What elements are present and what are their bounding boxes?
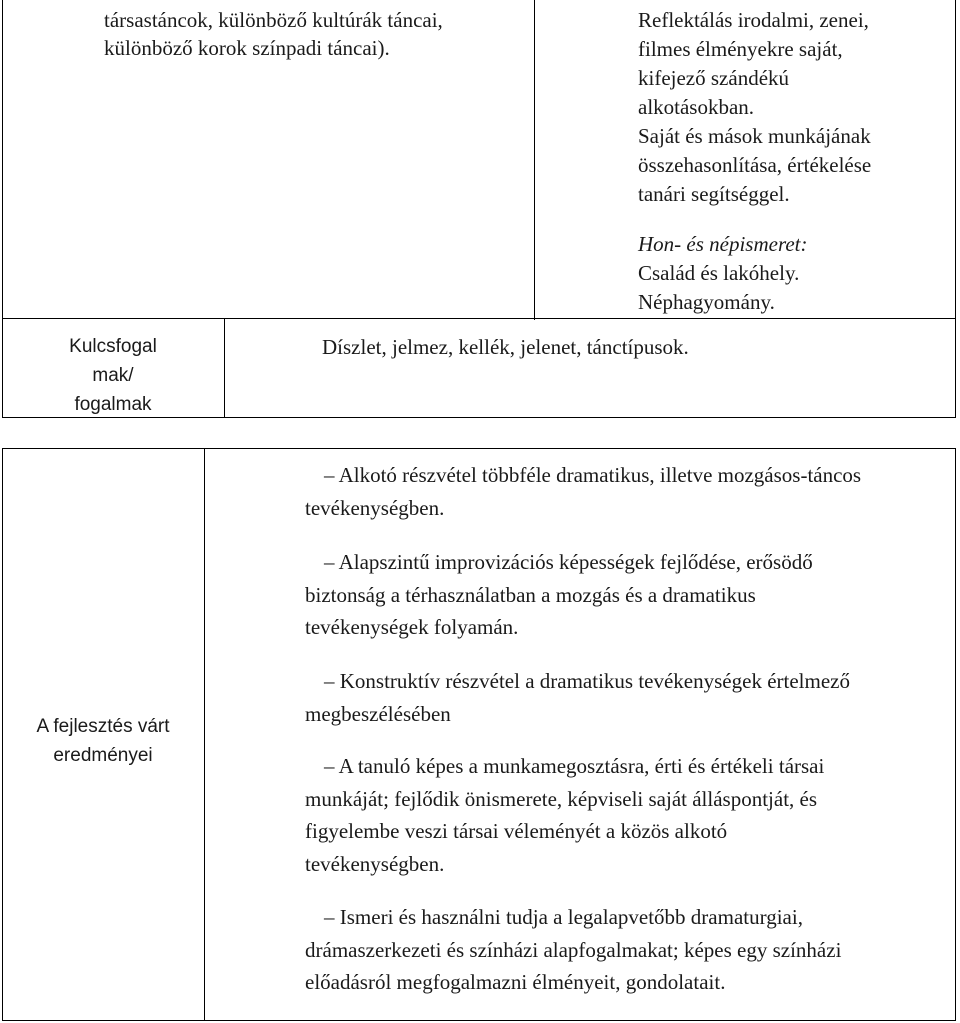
text-line: tevékenységek folyamán. bbox=[305, 615, 519, 639]
text-line: megbeszélésében bbox=[305, 701, 451, 726]
label-line: Kulcsfogal bbox=[69, 336, 157, 357]
text-line: Reflektálás irodalmi, zenei, bbox=[638, 8, 869, 32]
text-line: – Konstruktív részvétel a dramatikus tevékenységek értelmező bbox=[324, 669, 850, 693]
text-line: Saját és mások munkájának bbox=[638, 124, 871, 148]
table-border bbox=[2, 318, 956, 319]
text-line: tevékenységben. bbox=[305, 495, 445, 520]
results-label bbox=[2, 712, 204, 770]
text-line: előadásról megfogalmazni élményeit, gondolatait. bbox=[305, 970, 726, 994]
left-cell-text bbox=[104, 6, 534, 62]
text-line: figyelembe veszi társai véleményét a közös alkotó bbox=[305, 819, 728, 843]
text-line: drámaszerkezeti és színházi alapfogalmakat; képes egy színházi bbox=[305, 937, 842, 962]
text-line: – Ismeri és használni tudja a legalapvetőbb dramaturgiai, bbox=[324, 905, 803, 929]
text-line: – A tanuló képes a munkamegosztásra, érti és értékeli társai bbox=[324, 754, 825, 778]
table-border bbox=[2, 448, 956, 449]
label-line: eredményei bbox=[53, 745, 153, 766]
label-line: A fejlesztés várt bbox=[36, 716, 170, 737]
table-border bbox=[955, 448, 956, 1021]
text-line: kifejező szándékú bbox=[638, 66, 790, 90]
text-line: munkáját; fejlődik önismerete, képviseli saját álláspontját, és bbox=[305, 786, 818, 811]
table-border bbox=[2, 1020, 956, 1021]
text-line: Néphagyomány. bbox=[638, 290, 775, 314]
result-item bbox=[305, 665, 941, 730]
text-line: társastáncok, különböző kultúrák táncai, bbox=[104, 8, 443, 32]
result-item bbox=[305, 459, 941, 524]
result-item bbox=[305, 546, 941, 644]
right-cell-text bbox=[638, 6, 954, 209]
text-line: biztonság a térhasználatban a mozgás és a dramatikus bbox=[305, 582, 756, 607]
key-concepts-value: Díszlet, jelmez, kellék, jelenet, tánctípusok. bbox=[322, 335, 689, 359]
label-line: mak/ bbox=[92, 365, 134, 386]
text-line: – Alkotó részvétel többféle dramatikus, illetve mozgásos-táncos bbox=[324, 463, 862, 487]
text-line: összehasonlítása, értékelése bbox=[638, 153, 872, 177]
table-border bbox=[204, 448, 205, 1021]
connections-block bbox=[638, 230, 954, 317]
label-line: fogalmak bbox=[74, 394, 152, 415]
result-item bbox=[305, 750, 941, 880]
connection-heading: Hon- és népismeret: bbox=[638, 232, 808, 256]
result-item bbox=[305, 901, 941, 999]
table-border bbox=[955, 0, 956, 418]
text-line: Család és lakóhely. bbox=[638, 261, 800, 285]
text-line: – Alapszintű improvizációs képességek fejlődése, erősödő bbox=[324, 550, 813, 574]
key-concepts-label bbox=[2, 332, 224, 419]
text-line: tanári segítséggel. bbox=[638, 182, 790, 206]
table-border bbox=[224, 318, 225, 418]
text-line: különböző korok színpadi táncai). bbox=[104, 36, 390, 60]
text-line: alkotásokban. bbox=[638, 95, 755, 119]
table-border bbox=[534, 0, 535, 320]
text-line: filmes élményekre saját, bbox=[638, 37, 843, 61]
text-line: tevékenységben. bbox=[305, 851, 445, 876]
